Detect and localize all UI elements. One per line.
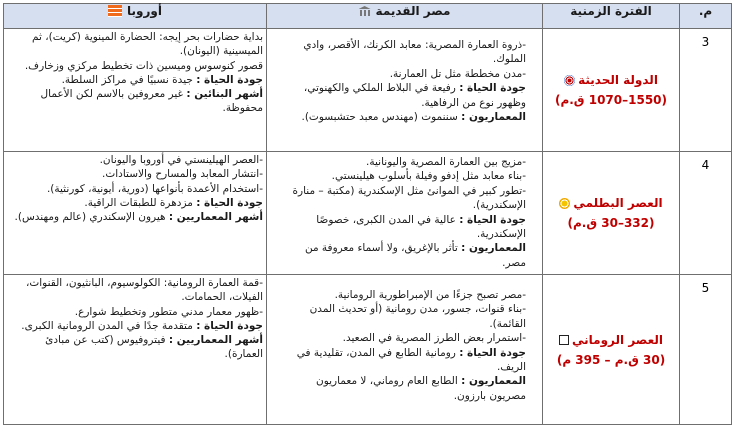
egypt-cell	[267, 29, 543, 152]
europe-key: جودة الحياة :	[196, 73, 263, 86]
egypt-line: -بناء قنوات، جسور، مدن رومانية (أو تحديث المدن القائمة).	[309, 303, 526, 330]
europe-val: متقدمة جدًا في المدن الرومانية الكبرى.	[21, 319, 193, 332]
europe-val: جيدة نسبيًا في مراكز السلطة.	[61, 73, 193, 86]
egypt-key: جودة الحياة :	[459, 213, 526, 226]
europe-val: هيرون الإسكندري (عالم ومهندس).	[14, 211, 166, 224]
egypt-val: رفيعة في البلاط الملكي والكهنوتي، وظهور نوع من الرفاهية.	[303, 82, 526, 109]
egypt-cell	[267, 152, 543, 275]
era-cell	[543, 275, 680, 425]
europe-line: قصور كنوسوس وميسين ذات تخطيط مركزي وزخارف.	[24, 59, 263, 72]
egypt-line: -مصر تصبح جزءًا من الإمبراطورية الرومانية.	[334, 289, 526, 301]
row-number: 5	[680, 275, 732, 425]
egypt-line: -بناء معابد مثل إدفو وفيلة بأسلوب هيلينستي.	[331, 170, 526, 183]
square-icon	[559, 335, 569, 345]
egypt-key: المعماريون :	[461, 242, 526, 255]
target-icon	[564, 75, 575, 86]
egypt-line: -استمرار بعض الطرز المصرية في الصعيد.	[342, 332, 526, 345]
history-table	[3, 3, 732, 425]
europe-line: -العصر الهيلينستي في أوروبا واليونان.	[99, 154, 263, 166]
europe-cell	[4, 152, 267, 275]
era-name: العصر الروماني	[572, 332, 663, 347]
header-num: م.	[680, 4, 732, 29]
europe-key: أشهر البنائين :	[186, 88, 263, 101]
europe-cell	[4, 275, 267, 425]
europe-val: غير معروفين بالاسم لكن الأعمال محفوظة.	[40, 88, 263, 115]
era-name: الدولة الحديثة	[578, 73, 658, 87]
europe-key: أشهر المعماريين :	[168, 211, 263, 224]
table-row	[4, 29, 732, 152]
europe-line: -انتشار المعابد والمسارح والاستادات.	[102, 168, 263, 181]
temple-icon	[359, 6, 371, 16]
egypt-key: المعماريون :	[461, 375, 526, 388]
era-cell	[543, 152, 680, 275]
egypt-val: رومانية الطابع في المدن، تقليدية في الريف.	[296, 346, 526, 374]
header-egypt	[267, 4, 543, 29]
egypt-val: الطابع العام روماني، لا معماريون مصريون بارزون.	[315, 375, 526, 402]
era-dates: (30 ق.م – 395 م)	[556, 352, 666, 367]
europe-line: -استخدام الأعمدة بأنواعها (دورية، أيونية، كورنثية).	[46, 182, 263, 195]
egypt-val: تأثر بالإغريق، ولا أسماء معروفة من مصر.	[304, 242, 526, 269]
row-number: 4	[680, 152, 732, 275]
era-cell	[543, 29, 680, 152]
header-row	[4, 4, 732, 29]
header-period: الفترة الزمنية	[543, 4, 680, 29]
egypt-key: المعماريون :	[461, 111, 526, 124]
header-europe	[4, 4, 267, 29]
era-dates: (1550–1070 ق.م)	[554, 93, 668, 107]
europe-val: مزدهرة للطبقات الراقية.	[84, 196, 193, 209]
europe-line: بداية حضارات بحر إيجه: الحضارة المينوية (كريت)، ثم الميسينية (اليونان).	[32, 31, 263, 58]
egypt-cell	[267, 275, 543, 425]
sun-icon	[559, 198, 570, 209]
egypt-line: -مدن مخططة مثل تل العمارنة.	[389, 67, 526, 80]
egypt-val: عالية في المدن الكبرى، خصوصًا الإسكندرية.	[316, 213, 526, 241]
header-europe-label: أوروبا	[127, 4, 162, 18]
europe-line: -قمة العمارة الرومانية: الكولوسيوم، البانثيون، القنوات، الفيلات، الحمامات.	[25, 277, 263, 304]
egypt-line: -مزيج بين العمارة المصرية واليونانية.	[366, 156, 526, 168]
row-number: 3	[680, 29, 732, 152]
egypt-val: سننموت (مهندس معبد حتشبسوت).	[301, 111, 458, 124]
europe-cell	[4, 29, 267, 152]
egypt-key: جودة الحياة :	[459, 82, 526, 95]
era-name: العصر البطلمي	[573, 196, 663, 210]
table-row	[4, 275, 732, 425]
table-row	[4, 152, 732, 275]
europe-val: فيتروفيوس (كتب عن مبادئ العمارة).	[45, 334, 263, 361]
egypt-key: جودة الحياة :	[459, 346, 526, 359]
header-egypt-label: مصر القديمة	[375, 4, 451, 18]
europe-line: -ظهور معمار مدني متطور وتخطيط شوارع.	[74, 305, 263, 318]
orange-bars-icon	[108, 5, 122, 17]
europe-key: أشهر المعماريين :	[168, 334, 263, 347]
era-dates: (332–30 ق.م)	[567, 216, 655, 230]
europe-key: جودة الحياة :	[196, 319, 263, 332]
egypt-line: -ذروة العمارة المصرية: معابد الكرنك، الأقصر، وادي الملوك.	[303, 39, 526, 66]
egypt-line: -تطور كبير في الموانئ مثل الإسكندرية (مكتبة – منارة الإسكندرية).	[292, 184, 526, 212]
europe-key: جودة الحياة :	[196, 196, 263, 209]
